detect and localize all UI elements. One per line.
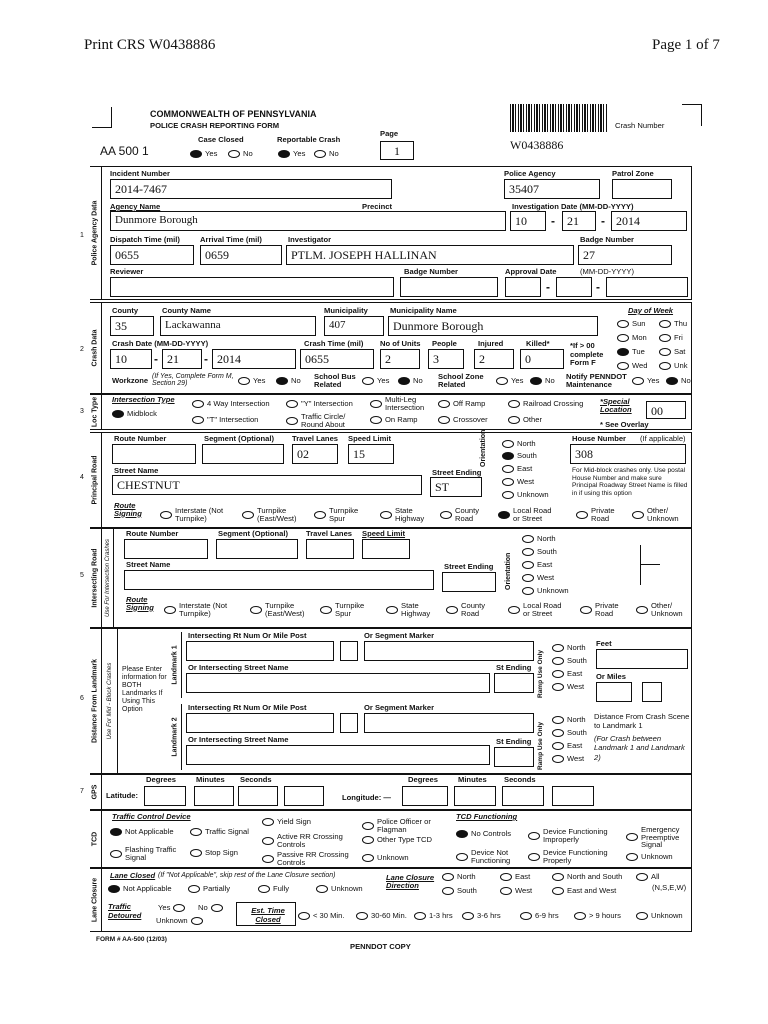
lon-decimal-field[interactable] [552, 786, 594, 806]
crash-month[interactable]: 10 [110, 349, 152, 369]
tcd-passive-rr[interactable]: Passive RR Crossing Controls [262, 851, 351, 866]
lm2-north[interactable]: North [552, 716, 586, 724]
int-segment-label: Segment (Optional) [218, 529, 289, 538]
lm1-seg-label: Or Segment Marker [364, 631, 435, 640]
principal-south[interactable]: South [502, 452, 537, 460]
penndot-copy: PENNDOT COPY [350, 942, 411, 951]
school-zone-label: School Zone Related [438, 372, 484, 389]
house-number-label: House Number [572, 434, 627, 443]
int-sign-other[interactable]: Other/ Unknown [636, 602, 691, 617]
lm2-st-label: Or Intersecting Street Name [188, 735, 289, 744]
incident-field[interactable]: 2014-7467 [110, 179, 392, 199]
lane-dir-south[interactable]: South [442, 887, 477, 895]
case-closed-yes[interactable]: Yes [190, 150, 217, 158]
lm1-south[interactable]: South [552, 657, 587, 665]
lat-seconds-label: Seconds [240, 775, 272, 784]
approval-year[interactable] [606, 277, 688, 297]
lm1-east[interactable]: East [552, 670, 582, 678]
principal-sign-other[interactable]: Other/ Unknown [632, 507, 687, 522]
inv-month-field[interactable]: 10 [510, 211, 546, 231]
crash-year[interactable]: 2014 [212, 349, 296, 369]
dow-sat[interactable]: Sat [659, 348, 685, 356]
loc-offramp[interactable]: Off Ramp [438, 400, 485, 408]
lm2-ending-label: St Ending [496, 737, 532, 746]
case-closed-label: Case Closed [198, 135, 244, 144]
municipality-name-label: Municipality Name [390, 306, 457, 315]
section-agency-side: Police Agency Data [88, 166, 102, 300]
loc-onramp[interactable]: On Ramp [370, 416, 418, 424]
lm1-ramp-label: Ramp Use Only [537, 649, 544, 698]
lane-unknown[interactable]: Unknown [316, 885, 363, 893]
lanes-field[interactable]: 02 [292, 444, 338, 464]
principal-sign-turnpike[interactable]: Turnpike (East/West) [242, 507, 303, 522]
tcd-other[interactable]: Other Type TCD [362, 836, 432, 844]
page-number-box[interactable]: 1 [380, 141, 414, 160]
miles-decimal-field[interactable] [642, 682, 662, 702]
tcd-not-applicable[interactable]: Not Applicable [110, 828, 174, 836]
lm2-east[interactable]: East [552, 742, 582, 750]
int-sign-state[interactable]: State Highway [386, 602, 437, 617]
int-street-field[interactable] [124, 570, 434, 590]
people-label: People [432, 339, 457, 348]
county-name-field[interactable]: Lackawanna [160, 316, 316, 336]
reviewer-field[interactable] [110, 277, 394, 297]
tcd-stop-sign[interactable]: Stop Sign [190, 849, 238, 857]
print-title: Print CRS W0438886 [84, 37, 216, 53]
loc-midblock[interactable]: Midblock [112, 410, 157, 418]
principal-unknown[interactable]: Unknown [502, 491, 549, 499]
route-number-field[interactable] [112, 444, 196, 464]
lon-seconds-label: Seconds [504, 775, 536, 784]
investigator-field[interactable]: PTLM. JOSEPH HALLINAN [286, 245, 574, 265]
lane-dir-west[interactable]: West [500, 887, 532, 895]
school-bus-label: School Bus Related [314, 372, 356, 389]
principal-sign-local[interactable]: Local Road or Street [498, 507, 557, 522]
int-orientation-label: Orientation [505, 552, 512, 590]
int-sign-turnpike[interactable]: Turnpike (East/West) [250, 602, 311, 617]
inv-day-field[interactable]: 21 [562, 211, 596, 231]
tcd-device-label: Traffic Control Device [112, 812, 191, 821]
arrival-label: Arrival Time (mil) [200, 235, 262, 244]
lat-minutes-field[interactable] [194, 786, 234, 806]
lane-fully[interactable]: Fully [258, 885, 289, 893]
lat-minutes-label: Minutes [196, 775, 225, 784]
detoured-yes[interactable]: Yes [158, 904, 185, 912]
notify-yes[interactable]: Yes [632, 377, 659, 385]
street-name-label: Street Name [114, 466, 159, 475]
workzone-note: (If Yes, Complete Form M, Section 29) [152, 373, 234, 387]
lat-seconds-field[interactable] [238, 786, 278, 806]
crash-day[interactable]: 21 [162, 349, 202, 369]
page-indicator: Page 1 of 7 [652, 37, 720, 53]
lm1-ending-field[interactable] [494, 673, 534, 693]
distance-label: Distance From Crash Scene to Landmark 1 [594, 712, 690, 731]
lm2-st-field[interactable] [186, 745, 490, 765]
lm1-seg-field[interactable] [364, 641, 534, 661]
tcd-flashing[interactable]: Flashing Traffic Signal [110, 846, 181, 861]
lane-dir-all[interactable]: All [636, 873, 659, 881]
landmark-1-label: Landmark 1 [171, 645, 178, 685]
lane-partially[interactable]: Partially [188, 885, 230, 893]
complete-note: *If > 00 complete Form F [570, 341, 604, 368]
special-location-label: *Special Location [600, 397, 632, 414]
lm1-st-field[interactable] [186, 673, 490, 693]
time-lt30[interactable]: < 30 Min. [298, 912, 344, 920]
dow-wed[interactable]: Wed [617, 362, 647, 370]
police-agency-field[interactable]: 35407 [504, 179, 600, 199]
lm1-ending-label: St Ending [496, 663, 532, 672]
intersecting-side-note: Use For Intersection Crashes [104, 538, 111, 618]
injured-label: Injured [478, 339, 504, 348]
lon-minutes-field[interactable] [454, 786, 496, 806]
lm2-seg-label: Or Segment Marker [364, 703, 435, 712]
page-label: Page [380, 129, 399, 138]
lm2-rt-field[interactable] [186, 713, 334, 733]
int-lanes-field[interactable] [306, 539, 354, 559]
inv-year-field[interactable]: 2014 [611, 211, 687, 231]
feet-label: Feet [596, 639, 612, 648]
units-label: No of Units [380, 339, 421, 348]
agency-name-field[interactable]: Dunmore Borough [110, 211, 506, 231]
workzone-no[interactable]: No [276, 377, 301, 385]
municipality-name-field[interactable]: Dunmore Borough [388, 316, 598, 336]
segment-label: Segment (Optional) [204, 434, 275, 443]
dow-tue[interactable]: Tue [617, 348, 645, 356]
investigator-label: Investigator [288, 235, 332, 244]
crash-time-field[interactable]: 0655 [300, 349, 374, 369]
badge-label: Badge Number [580, 235, 635, 244]
tcd-properly[interactable]: Device Functioning Properly [528, 849, 615, 864]
int-ending-field[interactable] [442, 572, 496, 592]
int-sign-spur[interactable]: Turnpike Spur [320, 602, 373, 617]
agency-name-label: Agency Name [110, 202, 161, 211]
killed-field[interactable]: 0 [520, 349, 564, 369]
lm2-seg-field[interactable] [364, 713, 534, 733]
lane-dir-east-west[interactable]: East and West [552, 887, 616, 895]
lm1-decimal-field[interactable] [340, 641, 358, 661]
loc-crossover[interactable]: Crossover [438, 416, 488, 424]
landmark-2-label: Landmark 2 [171, 717, 178, 757]
reviewer-badge-field[interactable] [400, 277, 498, 297]
loc-circle[interactable]: Traffic Circle/ Round About [286, 413, 353, 428]
principal-sign-county[interactable]: County Road [440, 507, 485, 522]
landmark-help: Please Enter information for BOTH Landmarks If Using This Option [122, 666, 167, 714]
section-crash-side: Crash Data [88, 302, 102, 394]
int-sign-county[interactable]: County Road [446, 602, 491, 617]
barcode [510, 104, 608, 132]
reviewer-label: Reviewer [110, 267, 144, 276]
reportable-yes[interactable]: Yes [278, 150, 305, 158]
intersection-type-label: Intersection Type [112, 395, 175, 404]
time-3-6[interactable]: 3-6 hrs [462, 912, 501, 920]
lon-seconds-field[interactable] [502, 786, 544, 806]
lane-all-note: (N,S,E,W) [652, 883, 687, 892]
crash-time-label: Crash Time (mil) [304, 339, 364, 348]
house-number-note: (If applicable) [640, 434, 686, 443]
speed-label: Speed Limit [348, 434, 392, 443]
time-gt9[interactable]: > 9 hours [574, 912, 621, 920]
lm2-ramp-label: Ramp Use Only [537, 721, 544, 770]
int-south[interactable]: South [522, 548, 557, 556]
principal-west[interactable]: West [502, 478, 534, 486]
lane-direction-label: Lane Closure Direction [386, 873, 435, 890]
tcd-active-rr[interactable]: Active RR Crossing Controls [262, 833, 351, 848]
dow-sun[interactable]: Sun [617, 320, 646, 328]
route-number-label: Route Number [114, 434, 167, 443]
tcd-yield-sign[interactable]: Yield Sign [262, 818, 311, 826]
int-speed-label: Speed Limit [362, 529, 406, 538]
house-help: For Mid-block crashes only. Use postal House Number and make sure Principal Roadway Street Name is filled in if using this option [572, 467, 688, 497]
lat-degrees-field[interactable] [144, 786, 186, 806]
int-segment-field[interactable] [216, 539, 298, 559]
time-6-9[interactable]: 6-9 hrs [520, 912, 559, 920]
lane-dir-east[interactable]: East [500, 873, 530, 881]
county-label: County [112, 306, 139, 315]
street-name-field[interactable]: CHESTNUT [112, 475, 422, 495]
people-field[interactable]: 3 [428, 349, 464, 369]
tcd-emergency[interactable]: Emergency Preemptive Signal [626, 826, 691, 849]
route-signing-label: Route Signing [114, 501, 142, 518]
dispatch-label: Dispatch Time (mil) [110, 235, 180, 244]
orientation-label: Orientation [480, 429, 487, 467]
special-location-field[interactable]: 00 [646, 401, 686, 419]
arrival-field[interactable]: 0659 [200, 245, 282, 265]
loc-other[interactable]: Other [508, 416, 542, 424]
notify-label: Notify PENNDOT Maintenance [566, 372, 627, 389]
time-1-3[interactable]: 1-3 hrs [414, 912, 453, 920]
lm1-st-label: Or Intersecting Street Name [188, 663, 289, 672]
tcd-no-controls[interactable]: No Controls [456, 830, 511, 838]
miles-field[interactable] [596, 682, 632, 702]
crash-number: W0438886 [510, 138, 564, 152]
approval-format: (MM-DD-YYYY) [580, 267, 634, 276]
house-number-field[interactable]: 308 [570, 444, 686, 464]
detoured-no[interactable]: No [198, 904, 223, 912]
int-north[interactable]: North [522, 535, 556, 543]
int-speed-field[interactable] [362, 539, 410, 559]
landmark-side-note: Use For Mid - Block Crashes [106, 662, 113, 740]
principal-east[interactable]: East [502, 465, 532, 473]
dow-mon[interactable]: Mon [617, 334, 647, 342]
crash-number-label: Crash Number [615, 121, 665, 130]
school-bus-yes[interactable]: Yes [362, 377, 389, 385]
feet-field[interactable] [596, 649, 688, 669]
investigation-date-label: Investigation Date (MM-DD-YYYY) [512, 202, 634, 211]
int-east[interactable]: East [522, 561, 552, 569]
loc-multileg[interactable]: Multi-Leg Intersection [370, 396, 433, 411]
principal-north[interactable]: North [502, 440, 536, 448]
dispatch-field[interactable]: 0655 [110, 245, 194, 265]
int-street-label: Street Name [126, 560, 171, 569]
form-footer-id: FORM # AA-500 (12/03) [96, 936, 167, 943]
tcd-improperly[interactable]: Device Functioning Improperly [528, 828, 615, 843]
case-closed-no[interactable]: No [228, 150, 253, 158]
street-ending-label: Street Ending [432, 468, 482, 477]
municipality-label: Municipality [324, 306, 368, 315]
miles-label: Or Miles [596, 672, 626, 681]
longitude-label: Longitude: — [342, 793, 391, 802]
lm2-rt-label: Intersecting Rt Num Or Mile Post [188, 703, 307, 712]
int-ending-label: Street Ending [444, 562, 494, 571]
commonwealth-title: COMMONWEALTH OF PENNSYLVANIA [150, 109, 317, 119]
form-name: POLICE CRASH REPORTING FORM [150, 121, 280, 130]
lane-dir-north[interactable]: North [442, 873, 476, 881]
principal-sign-private[interactable]: Private Road [576, 507, 625, 522]
lm1-rt-label: Intersecting Rt Num Or Mile Post [188, 631, 307, 640]
notify-no[interactable]: No [666, 377, 691, 385]
latitude-label: Latitude: [106, 791, 139, 800]
loc-railroad[interactable]: Railroad Crossing [508, 400, 583, 408]
approval-label: Approval Date [505, 267, 557, 276]
tcd-functioning-label: TCD Functioning [456, 812, 518, 821]
lm1-north[interactable]: North [552, 644, 586, 652]
crash-date-label: Crash Date (MM-DD-YYYY) [112, 339, 209, 348]
distance-note: (For Crash between Landmark 1 and Landmark 2) [594, 734, 685, 762]
workzone-yes[interactable]: Yes [238, 377, 265, 385]
workzone-label: Workzone [112, 376, 149, 385]
tcd-not-functioning[interactable]: Device Not Functioning [456, 849, 519, 864]
lon-degrees-field[interactable] [402, 786, 448, 806]
lm1-west[interactable]: West [552, 683, 584, 691]
precinct-label: Precinct [362, 202, 392, 211]
principal-sign-state[interactable]: State Highway [380, 507, 431, 522]
school-zone-no[interactable]: No [530, 377, 555, 385]
county-name-label: County Name [162, 306, 211, 315]
lm2-west[interactable]: West [552, 755, 584, 763]
principal-sign-interstate[interactable]: Interstate (Not Turnpike) [160, 507, 237, 522]
patrol-zone-label: Patrol Zone [612, 169, 654, 178]
int-signing-label: Route Signing [126, 595, 154, 612]
int-sign-interstate[interactable]: Interstate (Not Turnpike) [164, 602, 241, 617]
lat-degrees-label: Degrees [146, 775, 176, 784]
loc-y[interactable]: "Y" Intersection [286, 400, 353, 408]
reportable-label: Reportable Crash [277, 135, 341, 144]
approval-month[interactable] [505, 277, 541, 297]
injured-field[interactable]: 2 [474, 349, 514, 369]
segment-field[interactable] [202, 444, 284, 464]
lanes-label: Travel Lanes [292, 434, 339, 443]
int-route-field[interactable] [124, 539, 208, 559]
tcd-traffic-signal[interactable]: Traffic Signal [190, 828, 249, 836]
lane-not-applicable[interactable]: Not Applicable [108, 885, 172, 893]
units-field[interactable]: 2 [380, 349, 420, 369]
reportable-no[interactable]: No [314, 150, 339, 158]
loc-4way[interactable]: 4 Way Intersection [192, 400, 270, 408]
school-bus-no[interactable]: No [398, 377, 423, 385]
police-agency-label: Police Agency [504, 169, 556, 178]
county-field[interactable]: 35 [110, 316, 154, 336]
dow-thu[interactable]: Thu [659, 320, 687, 328]
int-route-label: Route Number [126, 529, 179, 538]
loc-t[interactable]: "T" Intersection [192, 416, 258, 424]
municipality-field[interactable]: 407 [324, 316, 384, 336]
killed-label: Killed* [526, 339, 550, 348]
time-closed-label: Est. Time Closed [251, 906, 285, 925]
detoured-label: Traffic Detoured [108, 902, 142, 921]
dow-unk[interactable]: Unk [659, 362, 688, 370]
approval-day[interactable] [556, 277, 592, 297]
tcd-fn-unknown[interactable]: Unknown [626, 853, 673, 861]
school-zone-yes[interactable]: Yes [496, 377, 523, 385]
int-sign-private[interactable]: Private Road [580, 602, 629, 617]
lane-dir-north-south[interactable]: North and South [552, 873, 622, 881]
principal-sign-spur[interactable]: Turnpike Spur [314, 507, 367, 522]
tcd-police[interactable]: Police Officer or Flagman [362, 818, 437, 833]
form-id: AA 500 1 [100, 144, 149, 158]
time-30-60[interactable]: 30-60 Min. [356, 912, 407, 920]
speed-field[interactable]: 15 [348, 444, 394, 464]
dow-fri[interactable]: Fri [659, 334, 683, 342]
tcd-unknown[interactable]: Unknown [362, 854, 409, 862]
int-sign-local[interactable]: Local Road or Street [508, 602, 567, 617]
incident-label: Incident Number [110, 169, 170, 178]
badge-field[interactable]: 27 [578, 245, 672, 265]
time-unknown[interactable]: Unknown [636, 912, 683, 920]
lane-closed-note: (If "Not Applicable", skip rest of the Lane Closure section) [158, 872, 336, 879]
street-ending-field[interactable]: ST [430, 477, 482, 497]
lm2-ending-field[interactable] [494, 747, 534, 767]
lon-minutes-label: Minutes [458, 775, 487, 784]
lon-degrees-label: Degrees [408, 775, 438, 784]
patrol-zone-field[interactable] [612, 179, 672, 199]
int-lanes-label: Travel Lanes [306, 529, 353, 538]
int-west[interactable]: West [522, 574, 554, 582]
lat-decimal-field[interactable] [284, 786, 324, 806]
detoured-unknown[interactable]: Unknown [156, 917, 203, 925]
see-overlay: * See Overlay [600, 420, 649, 429]
int-unknown[interactable]: Unknown [522, 587, 569, 595]
lm2-decimal-field[interactable] [340, 713, 358, 733]
day-of-week-label: Day of Week [628, 306, 674, 315]
lane-closed-label: Lane Closed [110, 871, 156, 880]
reviewer-badge-label: Badge Number [404, 267, 459, 276]
lm1-rt-field[interactable] [186, 641, 334, 661]
lm2-south[interactable]: South [552, 729, 587, 737]
